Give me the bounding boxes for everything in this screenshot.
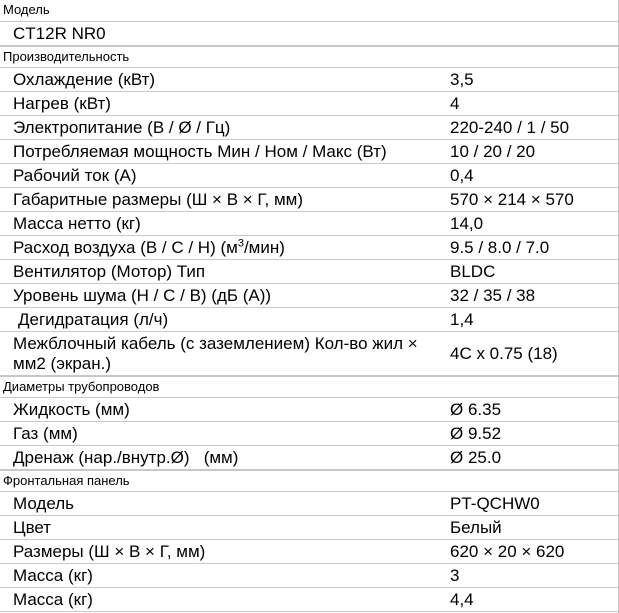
row-label: Уровень шума (Н / С / В) (дБ (А)): [13, 286, 272, 305]
row-label: Межблочный кабель (с заземлением) Кол-во жил × мм2 (экран.): [13, 334, 418, 373]
table-row-panel-color: [0, 516, 619, 540]
row-value: 32 / 35 / 38: [450, 286, 536, 305]
section-header-model: Модель: [0, 0, 619, 22]
row-value: 4,4: [450, 590, 474, 609]
row-value: PT-QCHW0: [450, 494, 540, 513]
row-label: Жидкость (мм): [13, 400, 130, 419]
row-label: Охлаждение (кВт): [13, 70, 156, 89]
row-label-text: Расход воздуха (В / С / Н) (м: [13, 238, 238, 257]
row-value: 220-240 / 1 / 50: [450, 118, 570, 137]
table-row-fan-type: [0, 260, 619, 284]
row-label: [13, 236, 285, 260]
table-row-liquid: [0, 398, 619, 422]
table-row-operating-current: [0, 164, 619, 188]
row-value: 10 / 20 / 20: [450, 142, 536, 161]
row-value: 9.5 / 8.0 / 7.0: [450, 238, 550, 257]
row-value: 570 × 214 × 570: [450, 190, 574, 209]
row-label: Дегидратация (л/ч): [18, 310, 169, 329]
row-label-text-end: /мин): [243, 238, 285, 257]
table-row-dimensions: [0, 188, 619, 212]
table-row-panel-dimensions: [0, 540, 619, 564]
row-label: Габаритные размеры (Ш × В × Г, мм): [13, 190, 304, 209]
row-label: Масса (кг): [13, 566, 93, 585]
row-value: 3,5: [450, 70, 474, 89]
row-value: Ø 9.52: [450, 424, 502, 443]
section-header-front-panel: Фронтальная панель: [0, 470, 619, 492]
row-label: Вентилятор (Мотор) Тип: [13, 262, 206, 281]
row-value: 14,0: [450, 214, 484, 233]
row-label: Электропитание (В / Ø / Гц): [13, 118, 231, 137]
row-label: Модель: [13, 494, 75, 513]
row-value: Ø 25.0: [450, 448, 502, 467]
table-row-interconnect-cable: [0, 332, 619, 376]
table-row-net-weight: [0, 212, 619, 236]
table-row-power-supply: [0, 116, 619, 140]
row-value: Ø 6.35: [450, 400, 502, 419]
row-value: 620 × 20 × 620: [450, 542, 565, 561]
row-value: 1,4: [450, 310, 474, 329]
section-header-performance: Производительность: [0, 46, 619, 68]
table-row-drain: [0, 446, 619, 470]
row-label: Нагрев (кВт): [13, 94, 111, 113]
table-row-panel-weight: [0, 564, 619, 588]
table-row-dehumidification: [0, 308, 619, 332]
row-label: Масса (кг): [13, 590, 93, 609]
table-row-noise-level: [0, 284, 619, 308]
row-value: 3: [450, 566, 460, 585]
section-header-piping: Диаметры трубопроводов: [0, 376, 619, 398]
table-row-panel-model: [0, 492, 619, 516]
row-value: 4: [450, 94, 460, 113]
table-row-cooling: [0, 68, 619, 92]
row-label-superscript: 3: [237, 237, 244, 250]
row-label: Газ (мм): [13, 424, 78, 443]
table-row-power-consumption: [0, 140, 619, 164]
row-value: 0,4: [450, 166, 474, 185]
table-row-gas: [0, 422, 619, 446]
row-label: Масса нетто (кг): [13, 214, 141, 233]
table-row-panel-weight-2: [0, 588, 619, 612]
row-label: Рабочий ток (А): [13, 166, 137, 185]
row-value: BLDC: [450, 262, 496, 281]
table-row-airflow: [0, 236, 619, 260]
row-label: Потребляемая мощность Мин / Ном / Макс (Вт): [13, 142, 387, 161]
model-value: CT12R NR0: [0, 22, 619, 46]
row-label: Размеры (Ш × В × Г, мм): [13, 542, 206, 561]
row-value: 4С x 0.75 (18): [450, 344, 558, 363]
row-value: Белый: [450, 518, 502, 537]
table-row-heating: [0, 92, 619, 116]
row-label: Цвет: [13, 518, 52, 537]
row-label: Дренаж (нар./внутр.Ø) (мм): [13, 448, 239, 467]
